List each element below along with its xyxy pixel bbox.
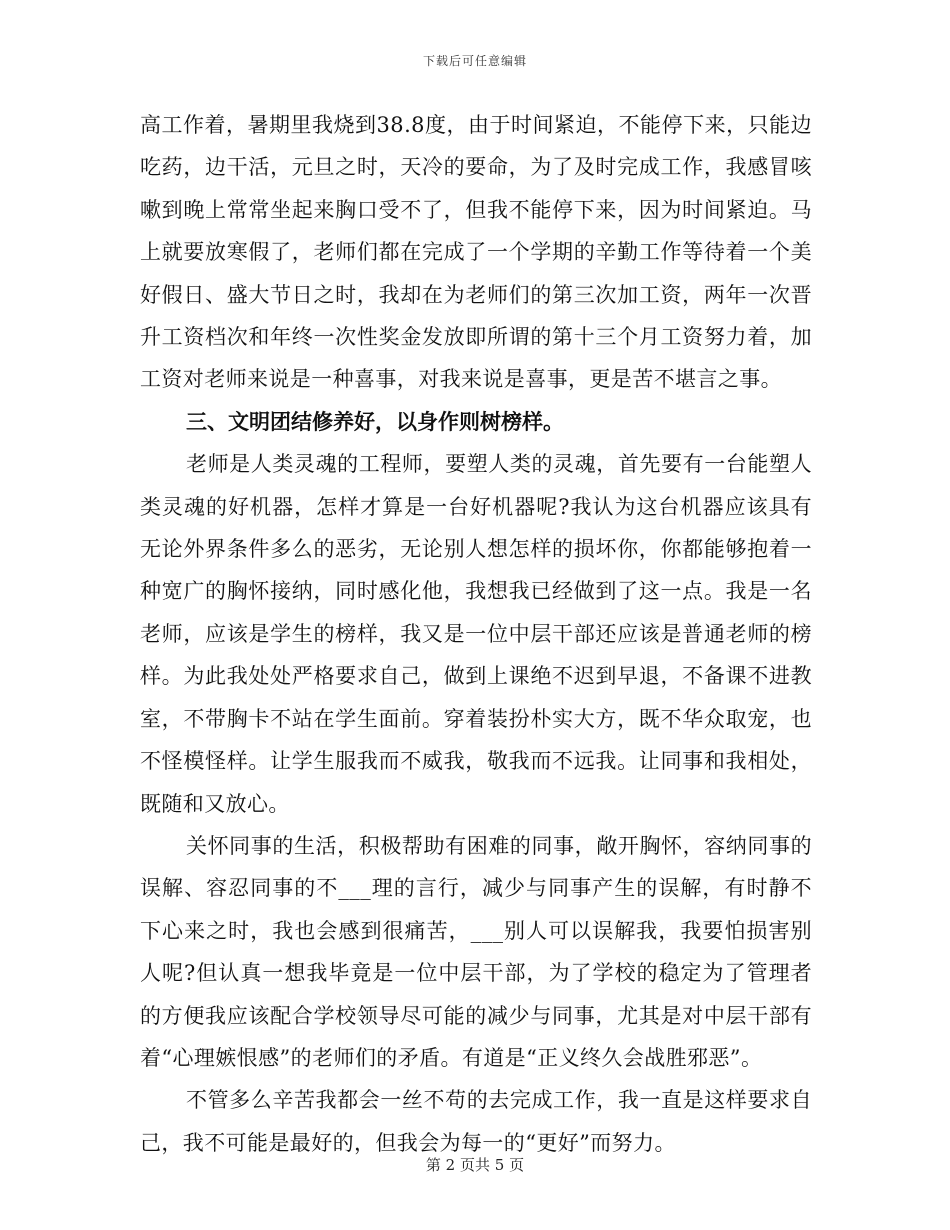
paragraph-1: 高工作着，暑期里我烧到38.8度，由于时间紧迫，不能停下来，只能边吃药，边干活，元旦之时，天冷的要命，为了及时完成工作，我感冒咳嗽到晚上常常坐起来胸口受不了，但我不能停下来，因为时间紧迫。马上就要放寒假了，老师们都在完成了一个学期的辛勤工作等待着一个美好假日、盛大节日之时，我却在为老师们的第三次加工资，两年一次晋升工资档次和年终一次性奖金发放即所谓的第十三个月工资努力着，加工资对老师来说是一种喜事，对我来说是喜事，更是苦不堪言之事。 (140, 113, 812, 392)
paragraph-3: 关怀同事的生活，积极帮助有困难的同事，敞开胸怀，容纳同事的误解、容忍同事的不___理的言行，减少与同事产生的误解，有时静不下心来之时，我也会感到很痛苦，___别人可以误解我，我要怕损害别人呢?但认真一想我毕竟是一位中层干部，为了学校的稳定为了管理者的方便我应该配合学校领导尽可能的减少与同事，尤其是对中层干部有着“心理嫉恨感”的老师们的矛盾。有道是“正义终久会战胜邪恶”。 (140, 833, 812, 1070)
section-heading: 三、文明团结修养好，以身作则树榜样。 (186, 408, 564, 434)
paragraph-4: 不管多么辛苦我都会一丝不苟的去完成工作，我一直是这样要求自己，我不可能是最好的，但我会为每一的“更好”而努力。 (140, 1088, 812, 1155)
document-body (140, 104, 812, 1164)
page-number: 第 2 页共 5 页 (425, 1156, 525, 1174)
page-header-note: 下载后可任意编辑 (422, 54, 527, 68)
paragraph-2: 老师是人类灵魂的工程师，要塑人类的灵魂，首先要有一台能塑人类灵魂的好机器，怎样才算是一台好机器呢?我认为这台机器应该具有无论外界条件多么的恶劣，无论别人想怎样的损坏你，你都能够抱着一种宽广的胸怀接纳，同时感化他，我想我已经做到了这一点。我是一名老师，应该是学生的榜样，我又是一位中层干部还应该是普通老师的榜样。为此我处处严格要求自己，做到上课绝不迟到早退，不备课不进教室，不带胸卡不站在学生面前。穿着装扮朴实大方，既不华众取宠，也不怪模怪样。让学生服我而不威我，敬我而不远我。让同事和我相处，既随和又放心。 (140, 452, 812, 816)
